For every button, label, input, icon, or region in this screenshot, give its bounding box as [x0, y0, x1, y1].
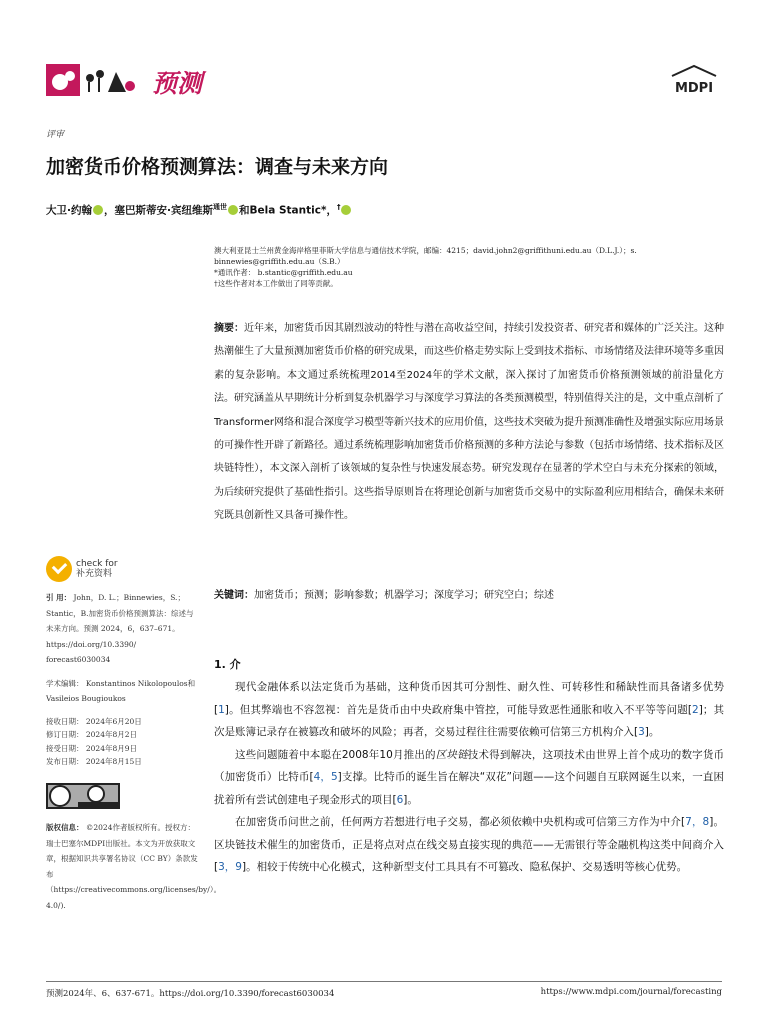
- abstract: [214, 317, 724, 528]
- citation-block: [46, 590, 198, 668]
- citation-link[interactable]: 7，8: [685, 816, 710, 828]
- journal-logo-icon: [46, 62, 142, 98]
- paragraph: 这些问题随着中本聪在2008年10月推出的区块链技术得到解决，这项技术由世界上首个成功的数字货币（加密货币）比特币[4，5]支撑。比特币的诞生旨在解决“双花”问题——这个问题自互联网诞生以来，一直困扰着所有尝试创建电子现金形式的项目[6]。: [214, 748, 725, 806]
- publisher-name: MDPI: [674, 81, 714, 96]
- article-category: 评审: [46, 130, 65, 140]
- citation-link[interactable]: 3，9: [218, 861, 242, 873]
- keywords: [214, 588, 724, 604]
- accepted-date: 接受日期： 2024年8月9日: [46, 743, 138, 753]
- author-name: ，塞巴斯蒂安·宾纽维斯: [104, 204, 213, 217]
- revised-date: 修订日期： 2024年8月2日: [46, 730, 138, 740]
- affiliation-line: 澳大利亚昆士兰州黄金海岸格里菲斯大学信息与通信技术学院，邮编：4215；david.john2@griffithuni.edu.au（D.L.J.）；s.: [214, 246, 637, 255]
- editor-text: Konstantinos Nikolopoulos和Vasileios Bougioukos: [46, 678, 196, 703]
- orcid-icon[interactable]: [341, 205, 351, 215]
- published-date: 发布日期： 2024年8月15日: [46, 757, 142, 767]
- author-name: 和Bela Stantic*，: [239, 204, 337, 217]
- author-name: 大卫·约翰: [46, 204, 92, 217]
- section-body: [214, 676, 724, 879]
- footer-journal-url[interactable]: https://www.mdpi.com/journal/forecasting: [540, 987, 722, 997]
- citation-link[interactable]: 4，5: [313, 771, 338, 783]
- correspondence-line: *通讯作者： b.stantic@griffith.edu.au: [214, 268, 353, 277]
- abstract-text: 近年来，加密货币因其剧烈波动的特性与潜在高收益空间，持续引发投资者、研究者和媒体的广泛关注。这种热潮催生了大量预测加密货币价格的研究成果，而这些价格走势实际上受到技术指标、市场情绪及法律环境等多重因素的复杂影响。本文通过系统梳理2014至2024年的学术文献，深入探讨了加密货币价格预测领域的前沿量化方法。研究涵盖从早期统计分析到复杂机器学习与深度学习算法的各类预测模型，特别值得关注的是，文中重点剖析了Transformer网络和混合深度学习模型等新兴技术的应用价值，这些技术突破为提升预测准确性及增强实际应用场景的可操作性开辟了新路径。通过系统梳理影响加密货币价格预测的多种方法论与参数（包括市场情绪、技术指标及区块链特性），本文深入剖析了该领域的复杂性与快速发展态势。研究发现存在显著的学术空白与未充分探索的领域，为后续研究提供了基础性指引。这些指导原则旨在将理论创新与加密货币交易中的实际盈利应用相结合，确保未来研究既具创新性又具备可操作性。: [214, 323, 725, 522]
- dates-block: [46, 715, 198, 769]
- orcid-icon[interactable]: [228, 205, 238, 215]
- check-updates-icon: [46, 556, 72, 582]
- citation-label: 引 用：: [46, 593, 72, 602]
- equal-contribution-note: †这些作者对本工作做出了同等贡献。: [214, 279, 338, 288]
- section-heading: 1. 介: [214, 658, 241, 671]
- copyright-text: ©2024作者版权所有。授权方：瑞士巴塞尔MDPI出版社。本文为开放获取文章，根据知识共享署名协议（CC BY）条款发布（https://creativecommons.org/licenses/by/）。4.0/).: [46, 823, 222, 910]
- affiliations: [214, 245, 724, 289]
- check-updates-sublabel: 补充资料: [76, 569, 113, 579]
- citation-link[interactable]: 6: [396, 793, 404, 806]
- footer-citation: 预测2024年、6、637-671。https://doi.org/10.3390/forecast6030034: [46, 989, 335, 999]
- paragraph: 在加密货币问世之前，任何两方若想进行电子交易，都必须依赖中央机构或可信第三方作为中介[7，8]。区块链技术催生的加密货币，正是将点对点在线交易直接实现的典范——无需银行等金融机构这类中间商介入[3，9]。相较于传统中心化模式，这种新型支付工具具有不可篡改、隐私保护、交易透明等核心优势。: [214, 816, 724, 873]
- journal-header: [46, 58, 722, 108]
- citation-text: John，D. L.；Binnewies，S.；Stantic，B.加密货币价格预测算法：综述与未来方向。预测 2024，6，637–671。https://doi.org/10.3390/ forecast6030034: [46, 593, 194, 664]
- affiliation-line: binnewies@griffith.edu.au（S.B.）: [214, 257, 345, 266]
- editor-block: [46, 676, 198, 707]
- paragraph: 现代金融体系以法定货币为基础，这种货币因其可分割性、耐久性、可转移性和稀缺性而具备诸多优势[1]。但其弊端也不容忽视：首先是货币由中央政府集中管控，可能导致恶性通胀和收入不平等等问题[2]；其次是账簿记录存在被篡改和破坏的风险；再者，交易过程往往需要依赖可信第三方机构介入[3]。: [214, 681, 724, 738]
- citation-link[interactable]: 1: [218, 703, 225, 716]
- received-date: 接收日期： 2024年6月20日: [46, 716, 142, 726]
- citation-link[interactable]: 2: [692, 703, 699, 716]
- citation-link[interactable]: 3: [638, 726, 645, 738]
- keywords-label: 关键词：: [214, 590, 254, 601]
- article-title: 加密货币价格预测算法：调查与未来方向: [46, 156, 389, 178]
- mdpi-logo-icon: [666, 64, 722, 98]
- author-list: [46, 202, 352, 218]
- orcid-icon[interactable]: [93, 205, 103, 215]
- abstract-label: 摘要：: [214, 323, 244, 334]
- author-superscript: 通世: [213, 203, 227, 211]
- journal-name: 预测: [152, 69, 203, 98]
- article-sidebar: [46, 556, 222, 921]
- check-for-updates[interactable]: [46, 556, 198, 582]
- copyright-block: [46, 820, 222, 913]
- footer-divider: [46, 981, 722, 982]
- cc-by-license-icon[interactable]: [46, 783, 120, 809]
- copyright-label: 版权信息：: [46, 823, 84, 833]
- keywords-text: 加密货币；预测；影响参数；机器学习；深度学习；研究空白；综述: [254, 590, 554, 601]
- author-superscript: †: [336, 203, 341, 211]
- editor-label: 学术编辑：: [46, 678, 84, 688]
- emphasis-term: 区块链: [435, 748, 468, 761]
- check-updates-label: check for: [76, 559, 118, 569]
